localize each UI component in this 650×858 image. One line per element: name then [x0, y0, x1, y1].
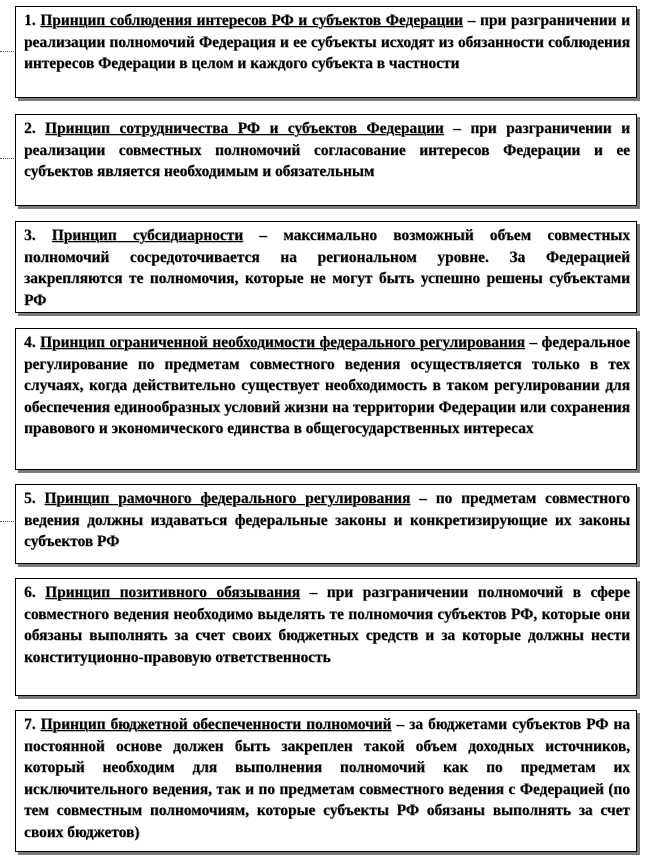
principle-number: 2. — [24, 120, 36, 137]
principle-name: Принцип бюджетной обеспеченности полномочий — [40, 716, 392, 733]
principle-number: 6. — [24, 584, 36, 601]
connector-1 — [0, 45, 14, 52]
principle-number: 7. — [24, 716, 36, 733]
principle-box-1 — [15, 6, 637, 98]
principle-box-5 — [15, 484, 637, 564]
principle-number: 5. — [24, 490, 36, 507]
principle-name: Принцип соблюдения интересов РФ и субъектов Федерации — [40, 12, 463, 29]
principle-name: Принцип сотрудничества РФ и субъектов Федерации — [45, 120, 444, 137]
principle-name: Принцип ограниченной необходимости федерального регулирования — [40, 334, 525, 351]
principle-text: – при разграничении полномочий в сфере совместного ведения необходимо выделять те полномочия субъектов РФ, которые они обязаны выполнять за счет своих бюджетных средств и за которые должны нести конституционно-правовую ответственность — [24, 584, 630, 666]
connector-2 — [0, 152, 14, 159]
principle-text: – при разграничении и реализации совместных полномочий согласование интересов Федерации и ее субъектов является необходимым и обязательным — [24, 120, 631, 180]
principle-name: Принцип рамочного федерального регулирования — [44, 490, 411, 507]
principle-text: – максимально возможный объем совместных полномочий сосредоточивается на региональном уровне. За Федерацией закрепляются те полномочия, которые не могут быть успешно решены субъектами РФ — [24, 227, 630, 309]
principle-name: Принцип субсидиарности — [51, 227, 244, 244]
principle-box-4 — [15, 328, 637, 470]
principle-box-3 — [15, 221, 637, 313]
principle-text: – по предметам совместного ведения должны издаваться федеральные законы и конкретизирующие их законы субъектов РФ — [24, 490, 630, 550]
connector-5 — [0, 515, 14, 522]
principle-text: – за бюджетами субъектов РФ на постоянной основе должен быть закреплен такой объем доходных источников, который необходим для выполнения полномочий как по предметам их исключительного ведения, так и по предметам совместного ведения с Федерацией (по тем совместным полномочиям, которые субъекты РФ обязаны выполнять за счет своих бюджетов) — [24, 716, 630, 841]
principle-text: – при разграничении и реализации полномочий Федерация и ее субъекты исходят из обязанности соблюдения интересов Федерации в целом и каждого субъекта в частности — [24, 12, 630, 72]
principle-name: Принцип позитивного обязывания — [45, 584, 300, 601]
principle-number: 3. — [24, 227, 36, 244]
principle-text: – федеральное регулирование по предметам совместного ведения осуществляется только в тех случаях, когда действительно существует необходимость в таком регулировании для обеспечения единообразных условий жизни на территории Федерации или сохранения правового и экономического единства в общегосударственных интересах — [24, 334, 630, 437]
principle-number: 1. — [24, 12, 36, 29]
principle-number: 4. — [24, 334, 36, 351]
principle-box-2 — [15, 114, 637, 206]
principle-box-7 — [15, 710, 637, 852]
principle-box-6 — [15, 578, 637, 696]
